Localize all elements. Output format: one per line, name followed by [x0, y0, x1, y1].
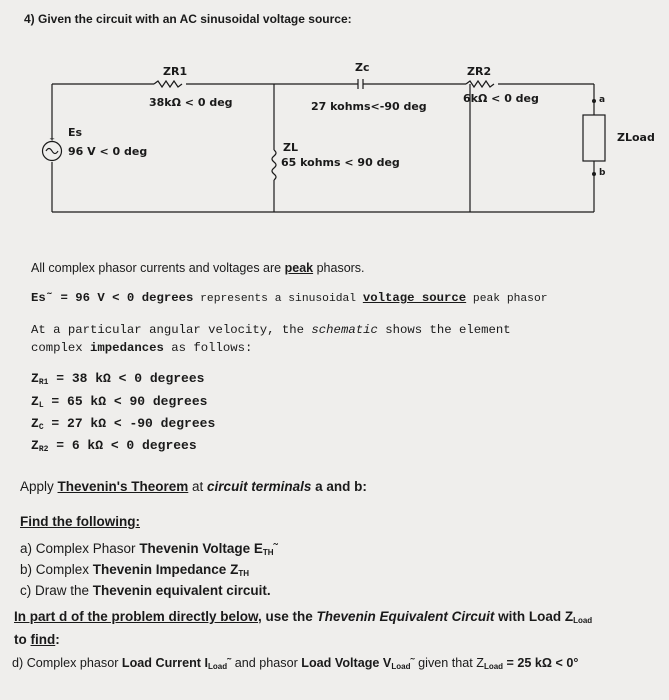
find-heading: Find the following:	[20, 514, 140, 529]
source-statement: Es˜ = 96 V < 0 degrees represents a sinusoidal voltage source peak phasor	[31, 291, 548, 305]
question-c: c) Draw the Thevenin equivalent circuit.	[20, 583, 271, 598]
zc-label: Zc	[355, 61, 370, 74]
zl-value: 65 kohms < 90 deg	[281, 156, 400, 169]
circuit-schematic	[0, 0, 669, 260]
part-d-intro-line2: to find:	[14, 632, 60, 647]
zr2-value: 6kΩ < 0 deg	[463, 92, 539, 105]
es-value: 96 V < 0 deg	[68, 145, 148, 158]
impedance-zc: $Z_C = 27$ kΩ < -90 degrees	[31, 416, 216, 432]
svg-text:+: +	[49, 135, 55, 143]
zr1-resistor-symbol	[154, 81, 182, 87]
impedance-zr1: $Z_{R1} = 38$ kΩ < 0 degrees	[31, 371, 205, 387]
apply-instruction: Apply Thevenin's Theorem at circuit terminals a and b:	[20, 479, 367, 494]
zr2-label: ZR2	[467, 65, 492, 78]
terminal-b-dot	[592, 172, 596, 176]
question-d: d) Complex phasor Load Current $I_{Load}˜$ and phasor Load Voltage $V_{Load}˜$ given that $Z_{Load} = 25$ kΩ < 0°	[12, 656, 579, 671]
zr1-value: 38kΩ < 0 deg	[149, 96, 233, 109]
impedance-zl: $Z_L = 65$ kΩ < 90 degrees	[31, 394, 208, 410]
peak-phasor-statement: All complex phasor currents and voltages are peak phasors.	[31, 261, 365, 275]
voltage-source-icon	[43, 135, 62, 161]
zl-label: ZL	[283, 141, 298, 154]
question-b: b) Complex Thevenin Impedance $Z_{TH}$	[20, 562, 249, 578]
zl-inductor-symbol	[272, 150, 276, 180]
zload-box	[583, 115, 605, 161]
page-title: 4) Given the circuit with an AC sinusoidal voltage source:	[24, 12, 352, 26]
terminal-b-label: b	[599, 168, 606, 178]
impedance-intro-line2: complex impedances as follows:	[31, 341, 253, 355]
zload-label: ZLoad	[617, 131, 655, 144]
impedance-zr2: $Z_{R2} = 6$ kΩ < 0 degrees	[31, 438, 197, 454]
zc-value: 27 kohms<-90 deg	[311, 100, 427, 113]
zr1-label: ZR1	[163, 65, 188, 78]
question-a: a) Complex Phasor Thevenin Voltage $E_{TH}˜$	[20, 541, 279, 557]
es-label: Es	[68, 126, 83, 139]
terminal-a-label: a	[599, 95, 606, 105]
terminal-a-dot	[592, 99, 596, 103]
impedance-intro-line1: At a particular angular velocity, the schematic shows the element	[31, 323, 511, 337]
part-d-intro-line1: In part d of the problem directly below, use the Thevenin Equivalent Circuit with Load $Z_{Load}$	[14, 609, 593, 625]
